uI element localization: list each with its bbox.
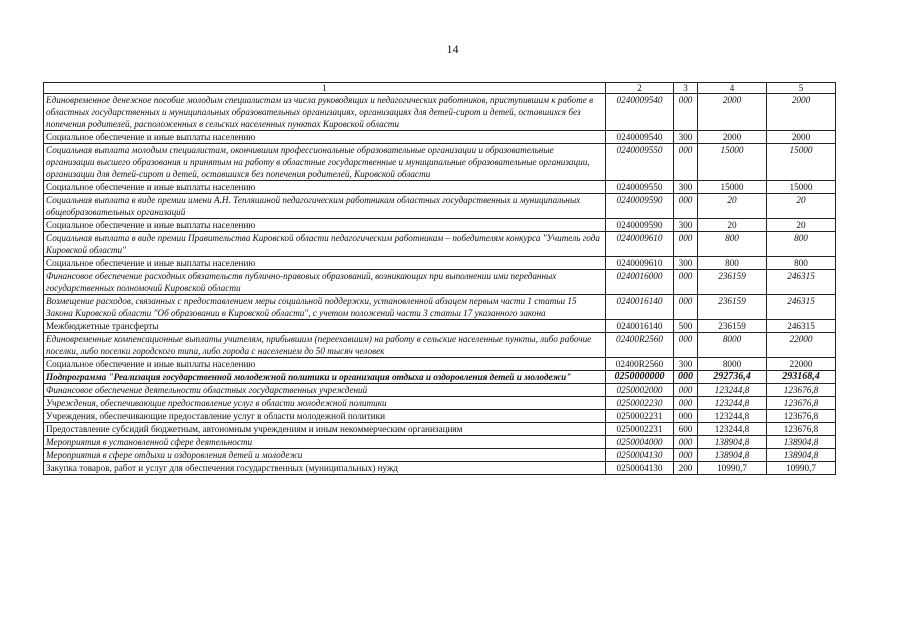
- row-code-cell: 0240009590: [606, 219, 674, 232]
- row-type-cell: 300: [674, 181, 698, 194]
- row-code-cell: 0240009610: [606, 232, 674, 257]
- row-value-2019-cell: 15000: [698, 144, 767, 181]
- row-value-2020-cell: 10990,7: [767, 462, 836, 475]
- row-value-2020-cell: 246315: [767, 270, 836, 295]
- table-row: [44, 423, 836, 436]
- table-row: [44, 295, 836, 320]
- row-code-cell: 0240009550: [606, 181, 674, 194]
- row-code-cell: 0250004130: [606, 449, 674, 462]
- budget-table: [43, 82, 836, 475]
- row-name-cell: Мероприятия в установленной сфере деятельности: [44, 436, 606, 449]
- row-value-2019-cell: 20: [698, 194, 767, 219]
- table-row: [44, 144, 836, 181]
- page-number: 14: [446, 42, 459, 56]
- row-type-cell: 000: [674, 295, 698, 320]
- table-row: [44, 181, 836, 194]
- table-row: [44, 358, 836, 371]
- column-header: 3: [674, 83, 698, 94]
- row-type-cell: 200: [674, 462, 698, 475]
- row-value-2020-cell: 123676,8: [767, 384, 836, 397]
- row-value-2019-cell: 123244,8: [698, 397, 767, 410]
- row-name-cell: Финансовое обеспечение расходных обязательств публично-правовых образований, возникающих при выполнении ими переданных государственных полномочий Кировской области: [44, 270, 606, 295]
- row-value-2020-cell: 22000: [767, 358, 836, 371]
- row-name-cell: Закупка товаров, работ и услуг для обеспечения государственных (муниципальных) нужд: [44, 462, 606, 475]
- row-type-cell: 000: [674, 94, 698, 131]
- row-name-cell: Учреждения, обеспечивающие предоставление услуг в области молодежной политики: [44, 397, 606, 410]
- row-value-2019-cell: 10990,7: [698, 462, 767, 475]
- row-value-2019-cell: 236159: [698, 270, 767, 295]
- row-code-cell: 0250004000: [606, 436, 674, 449]
- row-value-2020-cell: 123676,8: [767, 423, 836, 436]
- row-value-2019-cell: 800: [698, 257, 767, 270]
- row-value-2020-cell: 15000: [767, 144, 836, 181]
- row-value-2019-cell: 236159: [698, 295, 767, 320]
- row-name-cell: Единовременные компенсационные выплаты учителям, прибывшим (переехавшим) на работу в сельские населенные пункты, либо рабочие поселки, либо поселки городского типа, либо города с населением до 50 тысяч человек: [44, 333, 606, 358]
- row-value-2020-cell: 246315: [767, 320, 836, 333]
- row-code-cell: 0240016140: [606, 295, 674, 320]
- row-name-cell: Финансовое обеспечение деятельности областных государственных учреждений: [44, 384, 606, 397]
- table-row: [44, 462, 836, 475]
- row-name-cell: Социальная выплата в виде премии Правительства Кировской области педагогическим работникам – победителям конкурса "Учитель года Кировской области": [44, 232, 606, 257]
- row-value-2019-cell: 123244,8: [698, 423, 767, 436]
- row-value-2019-cell: 15000: [698, 181, 767, 194]
- row-value-2020-cell: 22000: [767, 333, 836, 358]
- row-value-2019-cell: 8000: [698, 333, 767, 358]
- row-type-cell: 000: [674, 436, 698, 449]
- table-row: [44, 449, 836, 462]
- row-code-cell: 0240009550: [606, 144, 674, 181]
- row-code-cell: 0250000000: [606, 371, 674, 384]
- row-name-cell: Возмещение расходов, связанных с предоставлением меры социальной поддержки, установленной абзацем первым части 1 статьи 15 Закона Кировской области "Об образовании в Кировской области", с учетом положений части 3 статьи 17 указанного закона: [44, 295, 606, 320]
- row-type-cell: 000: [674, 194, 698, 219]
- column-header: 5: [767, 83, 836, 94]
- row-value-2020-cell: 800: [767, 232, 836, 257]
- row-value-2020-cell: 800: [767, 257, 836, 270]
- table-row: [44, 410, 836, 423]
- row-name-cell: Предоставление субсидий бюджетным, автономным учреждениям и иным некоммерческим организациям: [44, 423, 606, 436]
- row-name-cell: Социальное обеспечение и иные выплаты населению: [44, 131, 606, 144]
- row-type-cell: 000: [674, 384, 698, 397]
- row-code-cell: 0250002231: [606, 410, 674, 423]
- row-value-2019-cell: 123244,8: [698, 410, 767, 423]
- column-header: 4: [698, 83, 767, 94]
- row-name-cell: Социальная выплата молодым специалистам, окончившим профессиональные образовательные организации и образовательные организации высшего образования и принятым на работу в областные государственные и муниципальные образовательные организации, организации для детей-сирот и детей, оставшихся без попечения родителей, Кировской области: [44, 144, 606, 181]
- row-name-cell: Мероприятия в сфере отдыха и оздоровления детей и молодежи: [44, 449, 606, 462]
- row-value-2019-cell: 2000: [698, 131, 767, 144]
- row-code-cell: 0250002231: [606, 423, 674, 436]
- row-value-2020-cell: 138904,8: [767, 436, 836, 449]
- row-value-2020-cell: 246315: [767, 295, 836, 320]
- table-row: [44, 397, 836, 410]
- row-code-cell: 0240009540: [606, 94, 674, 131]
- table-row: [44, 384, 836, 397]
- row-name-cell: Социальное обеспечение и иные выплаты населению: [44, 358, 606, 371]
- row-type-cell: 300: [674, 257, 698, 270]
- row-value-2020-cell: 123676,8: [767, 410, 836, 423]
- row-value-2019-cell: 236159: [698, 320, 767, 333]
- row-code-cell: 0250004130: [606, 462, 674, 475]
- row-value-2019-cell: 123244,8: [698, 384, 767, 397]
- row-value-2019-cell: 138904,8: [698, 449, 767, 462]
- row-code-cell: 0250002000: [606, 384, 674, 397]
- row-type-cell: 300: [674, 131, 698, 144]
- row-code-cell: 0240016140: [606, 320, 674, 333]
- table-row: [44, 194, 836, 219]
- row-code-cell: 0240009540: [606, 131, 674, 144]
- row-value-2019-cell: 292736,4: [698, 371, 767, 384]
- row-value-2020-cell: 20: [767, 194, 836, 219]
- row-name-cell: Социальное обеспечение и иные выплаты населению: [44, 219, 606, 232]
- column-header: 2: [606, 83, 674, 94]
- row-name-cell: Единовременное денежное пособие молодым специалистам из числа руководящих и педагогических работников, приступившим к работе в областных государственных и муниципальных образовательных организациях, организациях для детей-сирот и детей, оставшихся без попечения родителей, расположенных в сельских населенных пунктах Кировской области: [44, 94, 606, 131]
- row-value-2020-cell: 20: [767, 219, 836, 232]
- table-row: [44, 333, 836, 358]
- row-type-cell: 300: [674, 219, 698, 232]
- row-code-cell: 0240016000: [606, 270, 674, 295]
- row-type-cell: 000: [674, 333, 698, 358]
- row-type-cell: 000: [674, 449, 698, 462]
- row-type-cell: 000: [674, 371, 698, 384]
- row-name-cell: Межбюджетные трансферты: [44, 320, 606, 333]
- row-code-cell: 0240009590: [606, 194, 674, 219]
- row-value-2019-cell: 138904,8: [698, 436, 767, 449]
- row-code-cell: 02400R2560: [606, 358, 674, 371]
- row-code-cell: 0250002230: [606, 397, 674, 410]
- row-type-cell: 000: [674, 397, 698, 410]
- table-row: [44, 270, 836, 295]
- row-name-cell: Подпрограмма "Реализация государственной молодежной политики и организация отдыха и оздоровления детей и молодежи": [44, 371, 606, 384]
- row-code-cell: 0240009610: [606, 257, 674, 270]
- table-row: [44, 257, 836, 270]
- row-type-cell: 000: [674, 144, 698, 181]
- row-value-2020-cell: 2000: [767, 131, 836, 144]
- row-name-cell: Социальное обеспечение и иные выплаты населению: [44, 257, 606, 270]
- row-value-2019-cell: 2000: [698, 94, 767, 131]
- row-code-cell: 02400R2560: [606, 333, 674, 358]
- row-type-cell: 300: [674, 358, 698, 371]
- row-value-2020-cell: 293168,4: [767, 371, 836, 384]
- row-value-2020-cell: 138904,8: [767, 449, 836, 462]
- row-value-2019-cell: 20: [698, 219, 767, 232]
- table-row: [44, 131, 836, 144]
- row-type-cell: 000: [674, 410, 698, 423]
- row-name-cell: Учреждения, обеспечивающие предоставление услуг в области молодежной политики: [44, 410, 606, 423]
- row-name-cell: Социальное обеспечение и иные выплаты населению: [44, 181, 606, 194]
- table-row: [44, 94, 836, 131]
- row-type-cell: 000: [674, 270, 698, 295]
- row-value-2020-cell: 2000: [767, 94, 836, 131]
- table-row: [44, 371, 836, 384]
- row-value-2020-cell: 123676,8: [767, 397, 836, 410]
- row-type-cell: 600: [674, 423, 698, 436]
- table-row: [44, 219, 836, 232]
- row-value-2020-cell: 15000: [767, 181, 836, 194]
- row-name-cell: Социальная выплата в виде премии имени А.Н. Тепляшиной педагогическим работникам областных государственных и муниципальных общеобразовательных организаций: [44, 194, 606, 219]
- table-row: [44, 436, 836, 449]
- row-type-cell: 000: [674, 232, 698, 257]
- row-value-2019-cell: 8000: [698, 358, 767, 371]
- column-header: 1: [44, 83, 606, 94]
- table-row: [44, 320, 836, 333]
- table-header-row: [44, 83, 836, 94]
- row-type-cell: 500: [674, 320, 698, 333]
- table-row: [44, 232, 836, 257]
- row-value-2019-cell: 800: [698, 232, 767, 257]
